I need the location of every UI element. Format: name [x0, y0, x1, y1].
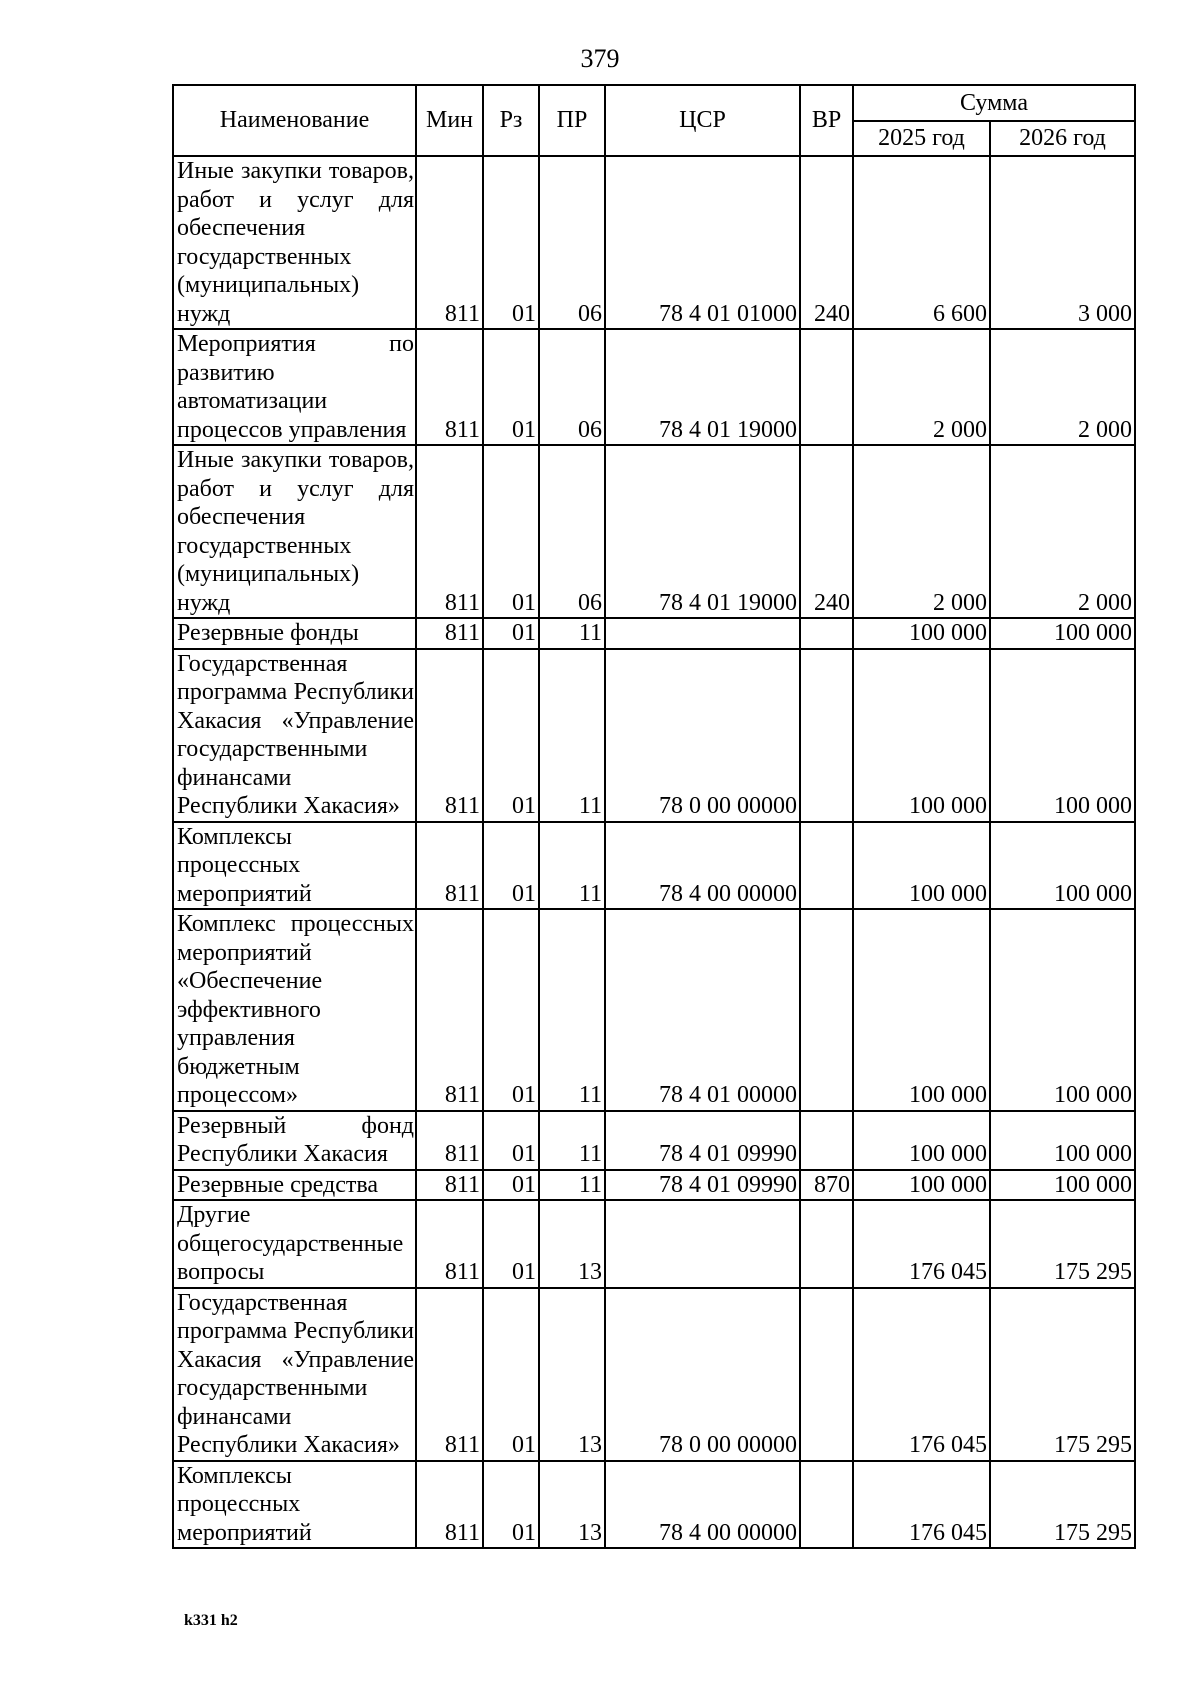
- cell-2026: 175 295: [990, 1200, 1135, 1288]
- header-rz: Рз: [483, 85, 539, 156]
- cell-vr: 240: [800, 445, 853, 618]
- cell-min: 811: [416, 156, 483, 329]
- cell-name: Другие общегосударственные вопросы: [173, 1200, 416, 1288]
- cell-rz: 01: [483, 822, 539, 910]
- cell-vr: [800, 1111, 853, 1170]
- cell-2025: 100 000: [853, 1111, 990, 1170]
- cell-rz: 01: [483, 649, 539, 822]
- cell-pr: 11: [539, 1170, 605, 1201]
- cell-pr: 13: [539, 1200, 605, 1288]
- cell-2026: 2 000: [990, 329, 1135, 445]
- cell-rz: 01: [483, 909, 539, 1111]
- header-csr: ЦСР: [605, 85, 800, 156]
- cell-rz: 01: [483, 329, 539, 445]
- header-name: Наименование: [173, 85, 416, 156]
- cell-csr: 78 4 00 00000: [605, 822, 800, 910]
- cell-2025: 100 000: [853, 909, 990, 1111]
- cell-pr: 13: [539, 1288, 605, 1461]
- cell-2026: 100 000: [990, 1170, 1135, 1201]
- table-row: [173, 909, 1135, 1111]
- cell-vr: [800, 1461, 853, 1549]
- cell-name: Комплекс процессных мероприятий «Обеспечение эффективного управления бюджетным процессом»: [173, 909, 416, 1111]
- table-row: [173, 156, 1135, 329]
- cell-2025: 176 045: [853, 1461, 990, 1549]
- cell-2025: 176 045: [853, 1288, 990, 1461]
- table-row: [173, 445, 1135, 618]
- cell-min: 811: [416, 1461, 483, 1549]
- header-vr: ВР: [800, 85, 853, 156]
- cell-name: Иные закупки товаров, работ и услуг для обеспечения государственных (муниципальных) нужд: [173, 156, 416, 329]
- cell-vr: [800, 909, 853, 1111]
- cell-2026: 175 295: [990, 1461, 1135, 1549]
- cell-min: 811: [416, 649, 483, 822]
- cell-min: 811: [416, 445, 483, 618]
- cell-csr: 78 0 00 00000: [605, 1288, 800, 1461]
- cell-2026: 100 000: [990, 1111, 1135, 1170]
- cell-pr: 11: [539, 1111, 605, 1170]
- header-sum: Сумма: [853, 85, 1135, 121]
- cell-vr: [800, 649, 853, 822]
- cell-name: Государственная программа Республики Хакасия «Управление государственными финансами Республики Хакасия»: [173, 649, 416, 822]
- cell-2025: 100 000: [853, 1170, 990, 1201]
- cell-rz: 01: [483, 1170, 539, 1201]
- cell-name: Комплексы процессных мероприятий: [173, 1461, 416, 1549]
- cell-2025: 176 045: [853, 1200, 990, 1288]
- cell-min: 811: [416, 909, 483, 1111]
- table-row: [173, 1200, 1135, 1288]
- cell-rz: 01: [483, 1111, 539, 1170]
- cell-rz: 01: [483, 156, 539, 329]
- cell-pr: 13: [539, 1461, 605, 1549]
- cell-rz: 01: [483, 1288, 539, 1461]
- cell-vr: [800, 329, 853, 445]
- table-row: [173, 649, 1135, 822]
- cell-csr: 78 4 01 01000: [605, 156, 800, 329]
- cell-2025: 100 000: [853, 618, 990, 649]
- cell-csr: 78 4 01 19000: [605, 445, 800, 618]
- cell-vr: 240: [800, 156, 853, 329]
- cell-rz: 01: [483, 445, 539, 618]
- cell-pr: 11: [539, 649, 605, 822]
- cell-pr: 06: [539, 156, 605, 329]
- cell-2025: 2 000: [853, 329, 990, 445]
- table-row: [173, 1461, 1135, 1549]
- cell-csr: 78 4 00 00000: [605, 1461, 800, 1549]
- cell-csr: 78 4 01 09990: [605, 1170, 800, 1201]
- cell-2026: 100 000: [990, 649, 1135, 822]
- cell-2026: 2 000: [990, 445, 1135, 618]
- cell-csr: 78 4 01 09990: [605, 1111, 800, 1170]
- cell-rz: 01: [483, 1461, 539, 1549]
- cell-min: 811: [416, 329, 483, 445]
- cell-pr: 06: [539, 329, 605, 445]
- cell-pr: 11: [539, 822, 605, 910]
- cell-min: 811: [416, 618, 483, 649]
- document-code: k331 h2: [184, 1612, 238, 1629]
- cell-csr: 78 0 00 00000: [605, 649, 800, 822]
- cell-name: Мероприятия по развитию автоматизации процессов управления: [173, 329, 416, 445]
- cell-name: Государственная программа Республики Хакасия «Управление государственными финансами Республики Хакасия»: [173, 1288, 416, 1461]
- header-year-2025: 2025 год: [853, 121, 990, 156]
- cell-name: Резервные фонды: [173, 618, 416, 649]
- cell-csr: 78 4 01 00000: [605, 909, 800, 1111]
- header-pr: ПР: [539, 85, 605, 156]
- cell-vr: [800, 1288, 853, 1461]
- header-min: Мин: [416, 85, 483, 156]
- table-row: [173, 329, 1135, 445]
- table-row: [173, 1170, 1135, 1201]
- cell-min: 811: [416, 1200, 483, 1288]
- cell-min: 811: [416, 1111, 483, 1170]
- cell-2026: 100 000: [990, 822, 1135, 910]
- cell-2025: 6 600: [853, 156, 990, 329]
- cell-2026: 100 000: [990, 618, 1135, 649]
- cell-csr: [605, 618, 800, 649]
- cell-csr: 78 4 01 19000: [605, 329, 800, 445]
- cell-vr: [800, 618, 853, 649]
- table-row: [173, 1111, 1135, 1170]
- cell-2026: 175 295: [990, 1288, 1135, 1461]
- budget-table: [172, 84, 1136, 1549]
- cell-vr: [800, 1200, 853, 1288]
- cell-2026: 100 000: [990, 909, 1135, 1111]
- table-header-row: [173, 85, 1135, 121]
- cell-pr: 11: [539, 909, 605, 1111]
- cell-name: Иные закупки товаров, работ и услуг для обеспечения государственных (муниципальных) нужд: [173, 445, 416, 618]
- cell-pr: 06: [539, 445, 605, 618]
- cell-name: Комплексы процессных мероприятий: [173, 822, 416, 910]
- header-year-2026: 2026 год: [990, 121, 1135, 156]
- cell-2026: 3 000: [990, 156, 1135, 329]
- cell-csr: [605, 1200, 800, 1288]
- table-row: [173, 822, 1135, 910]
- cell-vr: [800, 822, 853, 910]
- cell-2025: 2 000: [853, 445, 990, 618]
- cell-pr: 11: [539, 618, 605, 649]
- table-row: [173, 618, 1135, 649]
- table-row: [173, 1288, 1135, 1461]
- cell-min: 811: [416, 1288, 483, 1461]
- cell-2025: 100 000: [853, 649, 990, 822]
- cell-2025: 100 000: [853, 822, 990, 910]
- cell-rz: 01: [483, 1200, 539, 1288]
- cell-min: 811: [416, 822, 483, 910]
- page-number: 379: [580, 44, 620, 73]
- cell-name: Резервные средства: [173, 1170, 416, 1201]
- cell-vr: 870: [800, 1170, 853, 1201]
- cell-name: Резервный фонд Республики Хакасия: [173, 1111, 416, 1170]
- cell-min: 811: [416, 1170, 483, 1201]
- cell-rz: 01: [483, 618, 539, 649]
